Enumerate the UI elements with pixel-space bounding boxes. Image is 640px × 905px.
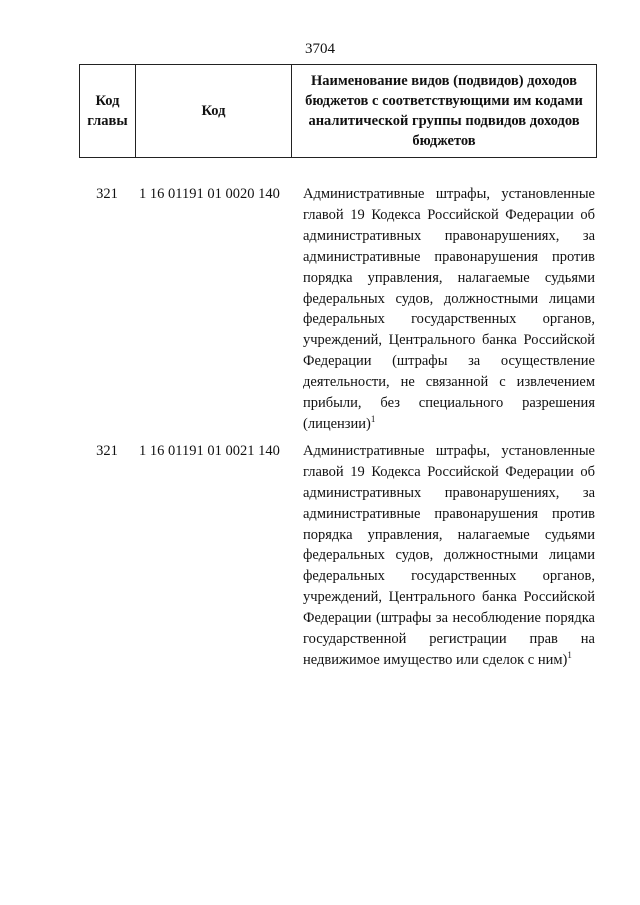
cell-name-text: Административные штрафы, установленные главой 19 Кодекса Российской Федерации об административных правонарушениях, за административные правонарушения против порядка управления, налагаемые судьями федеральных судов, должностными лицами федеральных государственных органов, учреждений, Центрального банка Российской Федерации (штрафы за осуществление деятельности, не связанной с извлечением прибыли, без специального разрешения (лицензии) [303, 186, 595, 432]
cell-glava: 321 [96, 186, 118, 202]
header-code-glava: Код главы [80, 65, 136, 158]
table-row [79, 441, 597, 671]
cell-name [303, 184, 595, 435]
cell-glava: 321 [96, 442, 118, 459]
cell-kod: 1 16 01191 01 0021 140 [139, 442, 280, 459]
cell-kod: 1 16 01191 01 0020 140 [139, 186, 280, 202]
header-name: Наименование видов (подвидов) доходов бюджетов с соответствующими им кодами аналитической группы подвидов доходов бюджетов [292, 65, 597, 158]
cell-name [303, 441, 595, 671]
table-row [79, 184, 597, 435]
header-table [79, 64, 597, 158]
page-number: 3704 [305, 41, 335, 57]
footnote-marker: 1 [567, 650, 572, 661]
table-body [79, 184, 597, 677]
header-row [80, 65, 597, 158]
footnote-marker: 1 [370, 414, 376, 425]
cell-name-text: Административные штрафы, установленные главой 19 Кодекса Российской Федерации об административных правонарушениях, за административные правонарушения против порядка управления, налагаемые судьями федеральных судов, должностными лицами федеральных государственных органов, учреждений, Центрального банка Российской Федерации (штрафы за несоблюдение порядка государственной регистрации прав на недвижимое имущество или сделок с ним) [303, 442, 595, 668]
header-code: Код [136, 65, 292, 158]
